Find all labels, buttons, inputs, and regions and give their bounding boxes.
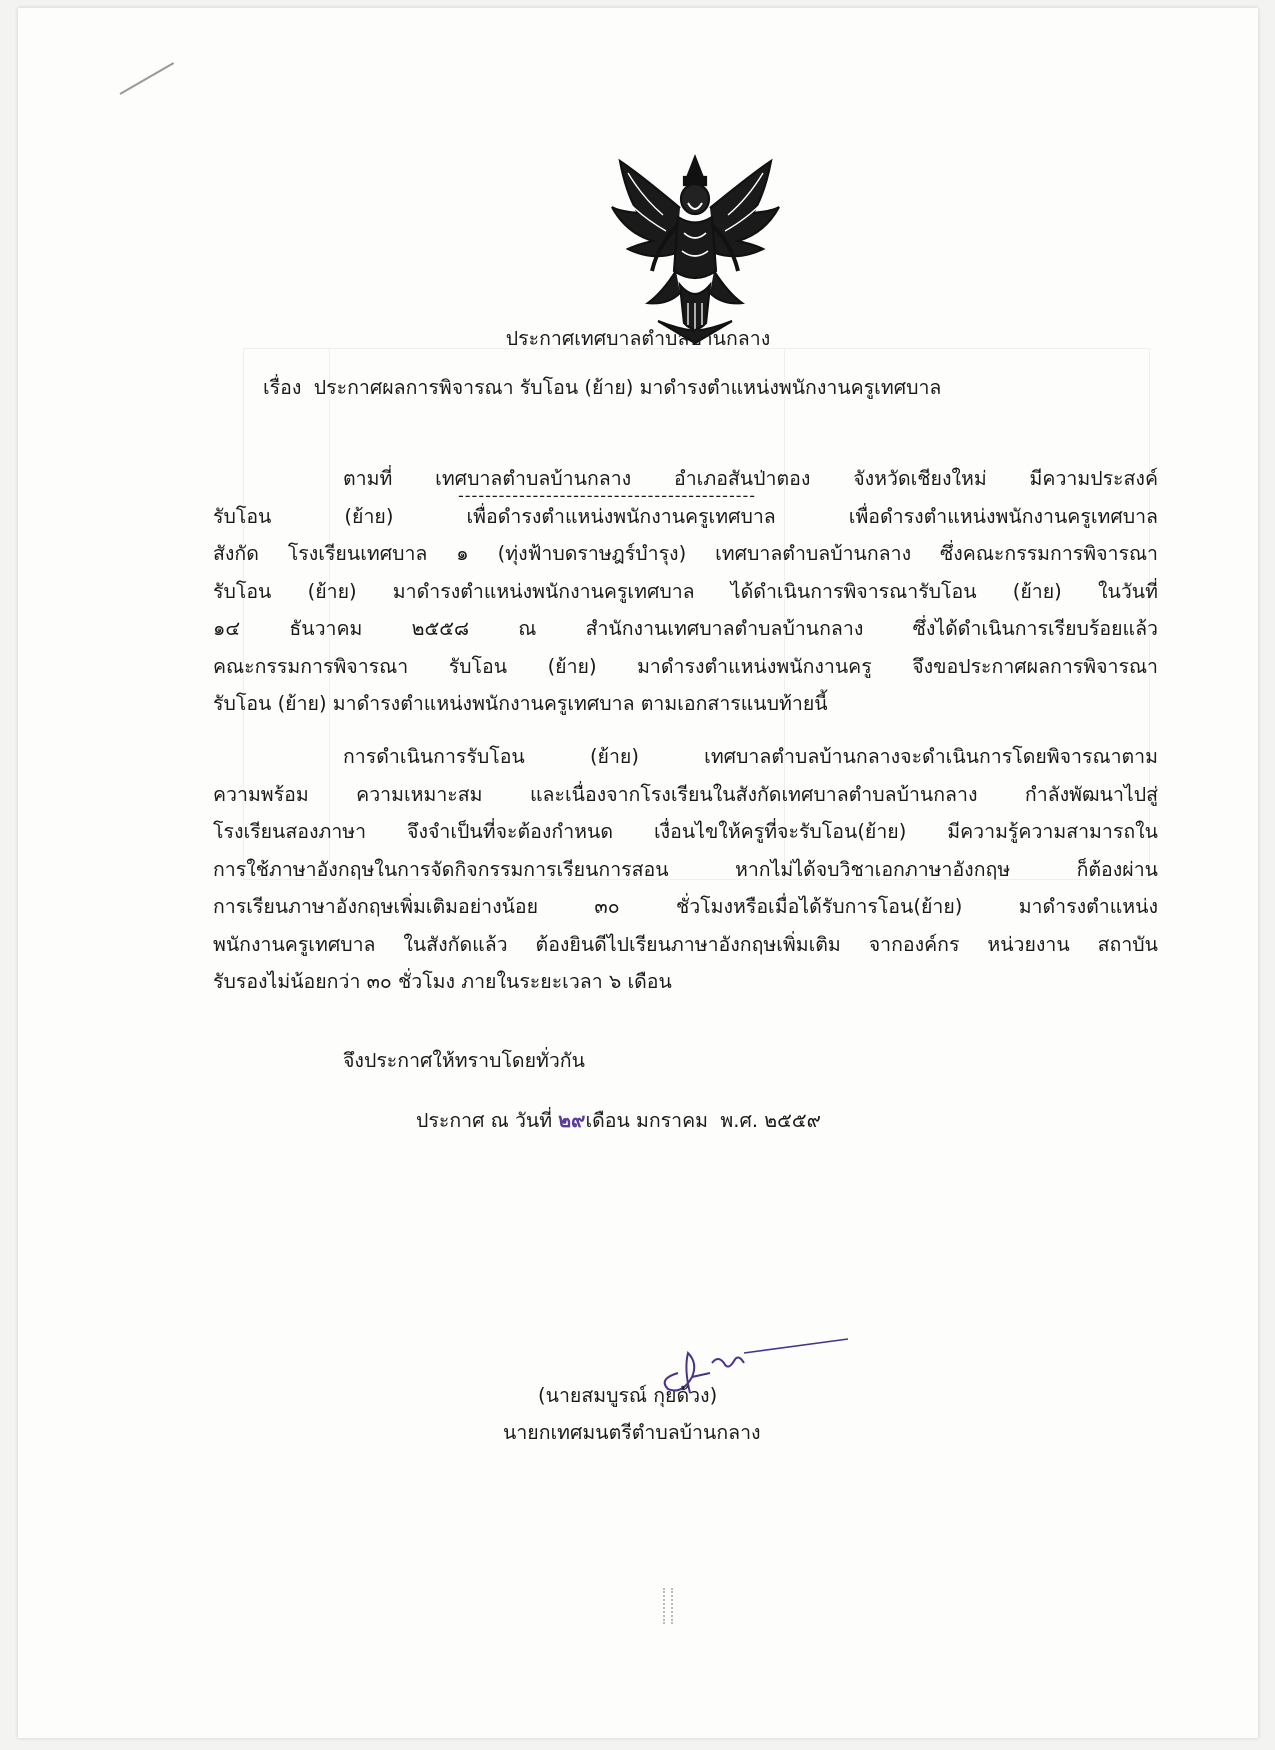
signer-name: (นายสมบูรณ์ กุยด้วง): [538, 1384, 718, 1407]
paragraph-2-line: โรงเรียนสองภาษา จึงจำเป็นที่จะต้องกำหนด เงื่อนไขให้ครูที่จะรับโอน(ย้าย) มีความรู้ความสามารถใน: [213, 820, 1158, 843]
header-divider: --------------------------------------------: [458, 486, 757, 505]
paragraph-2-line: รับรองไม่น้อยกว่า ๓๐ ชั่วโมง ภายในระยะเวลา ๖ เดือน: [213, 970, 672, 993]
signer-title: นายกเทศมนตรีตำบลบ้านกลาง: [503, 1421, 761, 1444]
paragraph-1-line: สังกัด โรงเรียนเทศบาล ๑ (ทุ่งฟ้าบดราษฎร์บำรุง) เทศบาลตำบลบ้านกลาง ซึ่งคณะกรรมการพิจารณา: [213, 542, 1158, 565]
garuda-emblem: [608, 153, 783, 348]
paragraph-1-line: คณะกรรมการพิจารณา รับโอน (ย้าย) มาดำรงตำแหน่งพนักงานครู จึงขอประกาศผลการพิจารณา: [213, 654, 1158, 678]
paragraph-2-line: การดำเนินการรับโอน (ย้าย) เทศบาลตำบลบ้านกลางจะดำเนินการโดยพิจารณาตาม: [343, 745, 1158, 768]
paragraph-1: [213, 460, 1158, 723]
paragraph-1-line: รับโอน (ย้าย) มาดำรงตำแหน่งพนักงานครูเทศบาล ได้ดำเนินการพิจารณารับโอน (ย้าย) ในวันที่: [213, 579, 1158, 603]
date-day: ๒๙: [558, 1109, 586, 1132]
date-line: [416, 1108, 821, 1133]
paragraph-1-line: รับโอน (ย้าย) มาดำรงตำแหน่งพนักงานครูเทศบาล ตามเอกสารแนบท้ายนี้: [213, 692, 828, 715]
date-prefix: ประกาศ ณ วันที่: [416, 1109, 553, 1132]
issuer-heading: ประกาศเทศบาลตำบลบ้านกลาง: [505, 327, 771, 350]
paragraph-1-line: ๑๔ ธันวาคม ๒๕๕๘ ณ สำนักงานเทศบาลตำบลบ้านกลาง ซึ่งได้ดำเนินการเรียบร้อยแล้ว: [213, 617, 1158, 640]
pen-scratch-mark: [120, 62, 175, 95]
paragraph-2-line: พนักงานครูเทศบาล ในสังกัดแล้ว ต้องยินดีไปเรียนภาษาอังกฤษเพิ่มเติม จากองค์กร หน่วยงาน สถาบัน: [213, 932, 1158, 956]
date-year: พ.ศ. ๒๕๕๙: [720, 1109, 821, 1132]
faint-staple-mark: [663, 1588, 673, 1624]
paragraph-1-line: รับโอน (ย้าย) เพื่อดำรงตำแหน่งพนักงานครูเทศบาล เพื่อดำรงตำแหน่งพนักงานครูเทศบาล: [213, 504, 1158, 528]
subject-text: ประกาศผลการพิจารณา รับโอน (ย้าย) มาดำรงตำแหน่งพนักงานครูเทศบาล: [313, 376, 942, 399]
paragraph-2-line: การเรียนภาษาอังกฤษเพิ่มเติมอย่างน้อย ๓๐ ชั่วโมงหรือเมื่อได้รับการโอน(ย้าย) มาดำรงตำแหน่ง: [213, 895, 1158, 918]
subject-label: เรื่อง: [263, 376, 302, 399]
paragraph-2-line: การใช้ภาษาอังกฤษในการจัดกิจกรรมการเรียนการสอน หากไม่ได้จบวิชาเอกภาษาอังกฤษ ก็ต้องผ่าน: [213, 857, 1158, 881]
subject-line: [263, 375, 941, 400]
paragraph-2: [213, 738, 1158, 1001]
document-page: [18, 8, 1258, 1738]
paragraph-2-line: ความพร้อม ความเหมาะสม และเนื่องจากโรงเรียนในสังกัดเทศบาลตำบลบ้านกลาง กำลังพัฒนาไปสู่: [213, 782, 1158, 806]
date-month: เดือน มกราคม: [585, 1109, 708, 1132]
paragraph-1-line: ตามที่ เทศบาลตำบลบ้านกลาง อำเภอสันป่าตอง จังหวัดเชียงใหม่ มีความประสงค์: [343, 467, 1158, 490]
closing-line: จึงประกาศให้ทราบโดยทั่วกัน: [343, 1049, 585, 1072]
